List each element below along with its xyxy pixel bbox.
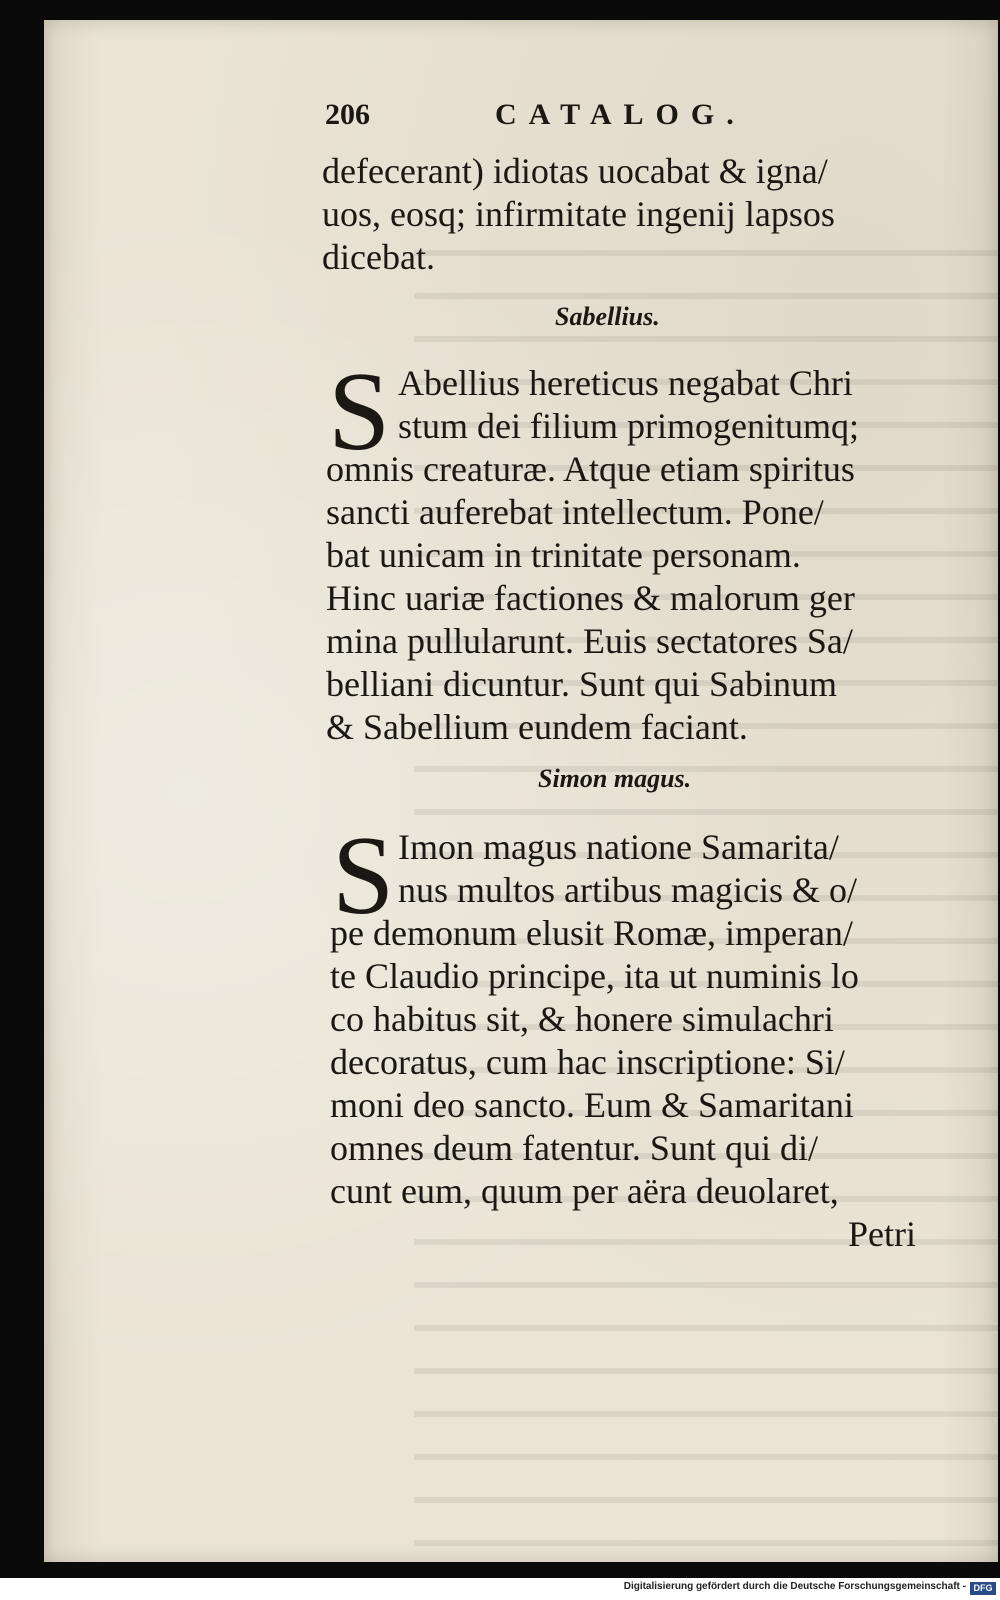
section-heading: Sabellius.: [555, 302, 660, 331]
text-line: decoratus, cum hac inscriptione: Si/: [330, 1042, 845, 1082]
text-line: & Sabellium eundem faciant.: [326, 707, 748, 747]
dfg-logo: DFG: [970, 1582, 996, 1595]
text-line: co habitus sit, & honere simulachri: [330, 999, 834, 1039]
running-title: CATALOG.: [495, 98, 746, 131]
text-line: omnes deum fatentur. Sunt qui di/: [330, 1128, 818, 1168]
running-head: [325, 98, 795, 142]
text-line: nus multos artibus magicis & o/: [398, 870, 857, 910]
digitization-footer: [0, 1578, 1000, 1600]
text-line: pe demonum elusit Romæ, imperan/: [330, 913, 853, 953]
text-line: moni deo sancto. Eum & Samaritani: [330, 1085, 854, 1125]
section-heading: Simon magus.: [538, 764, 692, 793]
text-line: omnis creaturæ. Atque etiam spiritus: [326, 449, 855, 489]
drop-cap: S: [332, 814, 395, 938]
text-line: mina pullularunt. Euis sectatores Sa/: [326, 621, 853, 661]
text-line: bat unicam in trinitate personam.: [326, 535, 801, 575]
text-line: uos, eosq; infirmitate ingenij lapsos: [322, 194, 835, 234]
catchword: Petri: [848, 1214, 916, 1254]
text-line: Hinc uariæ factiones & malorum ger: [326, 578, 855, 618]
text-line: te Claudio principe, ita ut numinis lo: [330, 956, 859, 996]
page-number: 206: [325, 98, 370, 131]
book-page: [44, 20, 998, 1562]
text-line: cunt eum, quum per aëra deuolaret,: [330, 1171, 839, 1211]
text-line: Abellius hereticus negabat Chri: [398, 363, 853, 403]
text-line: defecerant) idiotas uocabat & igna/: [322, 151, 828, 191]
text-line: sancti auferebat intellectum. Pone/: [326, 492, 824, 532]
funding-credit: Digitalisierung gefördert durch die Deutsche Forschungsgemeinschaft -: [623, 1581, 966, 1592]
text-line: Imon magus natione Samarita/: [398, 827, 839, 867]
text-line: stum dei filium primogenitumq;: [398, 406, 859, 446]
drop-cap: S: [328, 350, 391, 474]
text-line: belliani dicuntur. Sunt qui Sabinum: [326, 664, 837, 704]
text-line: dicebat.: [322, 237, 435, 277]
